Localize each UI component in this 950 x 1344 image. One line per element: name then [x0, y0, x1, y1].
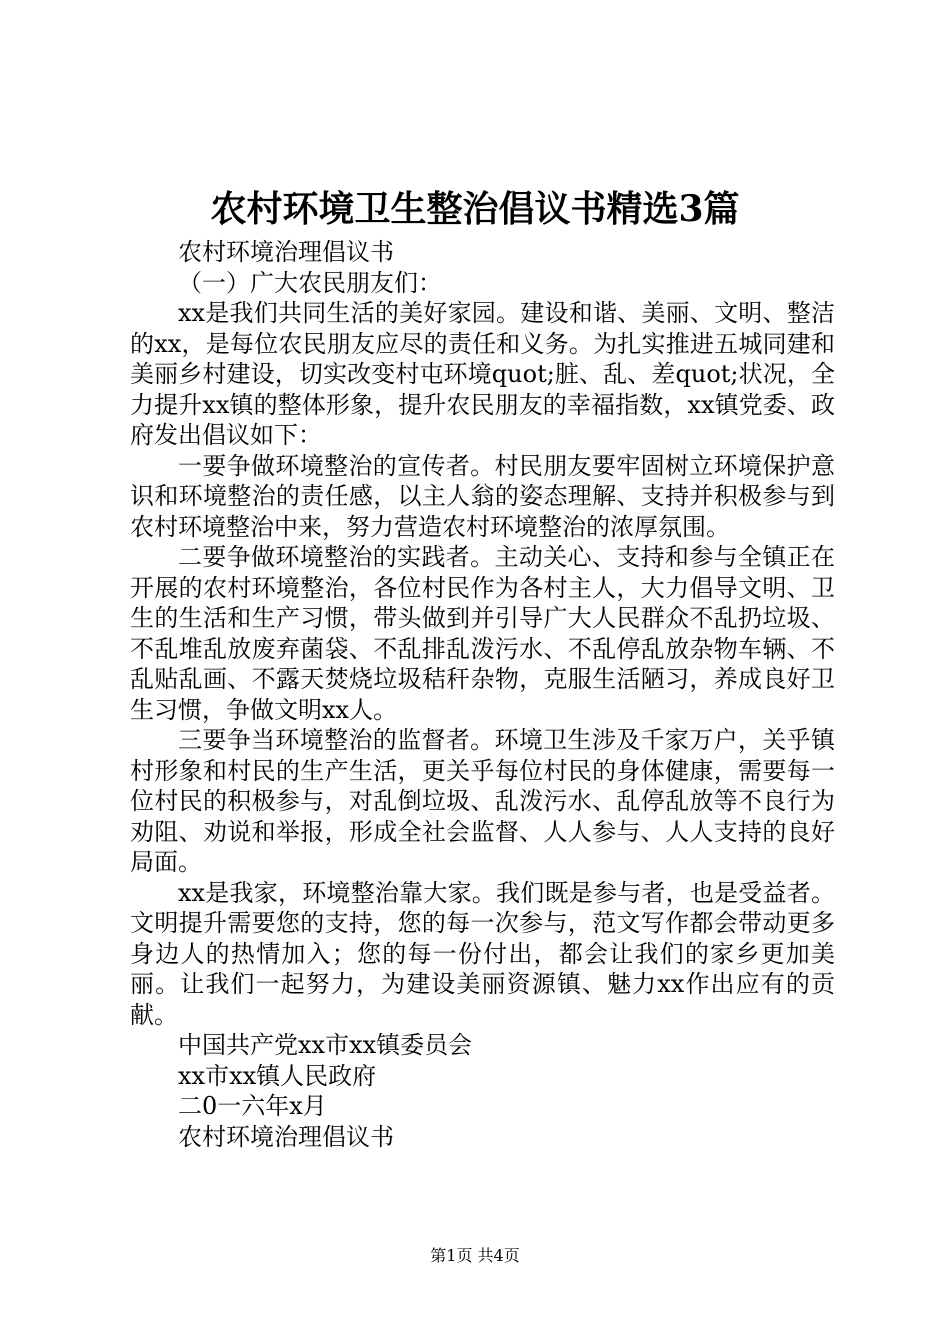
section-heading: 农村环境治理倡议书 [178, 238, 394, 266]
document-date: 二0一六年x月 [178, 1092, 327, 1120]
paragraph-supervisor: 三要争当环境整治的监督者。环境卫生涉及千家万户，关乎镇村形象和村民的生产生活，更关乎每位村民的身体健康，需要每一位村民的积极参与，对乱倒垃圾、乱泼污水、乱停乱放等不良行为劝阻、劝说和举报，形成全社会监督、人人参与、人人支持的良好局面。 [130, 726, 835, 876]
document-title: 农村环境卫生整治倡议书精选3篇 [210, 188, 740, 230]
signature-government: xx市xx镇人民政府 [178, 1061, 377, 1090]
paragraph-closing: xx是我家，环境整治靠大家。我们既是参与者，也是受益者。文明提升需要您的支持，您的每一次参与，范文写作都会带动更多身边人的热情加入；您的每一份付出，都会让我们的家乡更加美丽。让我们一起努力，为建设美丽资源镇、魅力xx作出应有的贡献。 [130, 878, 835, 1029]
signature-party-committee: 中国共产党xx市xx镇委员会 [178, 1031, 473, 1059]
document-body [130, 237, 835, 1152]
paragraph-practitioner: 二要争做环境整治的实践者。主动关心、支持和参与全镇正在开展的农村环境整治，各位村民作为各村主人，大力倡导文明、卫生的生活和生产习惯，带头做到并引导广大人民群众不乱扔垃圾、不乱堆乱放废弃菌袋、不乱排乱泼污水、不乱停乱放杂物车辆、不乱贴乱画、不露天焚烧垃圾秸秆杂物，克服生活陋习，养成良好卫生习惯，争做文明xx人。 [130, 543, 835, 724]
salutation: （一）广大农民朋友们： [178, 268, 442, 297]
paragraph-publicist: 一要争做环境整治的宣传者。村民朋友要牢固树立环境保护意识和环境整治的责任感，以主人翁的姿态理解、支持并积极参与到农村环境整治中来，努力营造农村环境整治的浓厚氛围。 [130, 451, 835, 541]
next-section-heading: 农村环境治理倡议书 [178, 1122, 394, 1151]
paragraph-intro: xx是我们共同生活的美好家园。建设和谐、美丽、文明、整洁的xx，是每位农民朋友应尽的责任和义务。为扎实推进五城同建和美丽乡村建设，切实改变村屯环境quot;脏、乱、差quot;状况，全力提升xx镇的整体形象，提升农民朋友的幸福指数，xx镇党委、政府发出倡议如下： [130, 299, 835, 449]
page-footer: 第1页 共4页 [430, 1246, 520, 1265]
